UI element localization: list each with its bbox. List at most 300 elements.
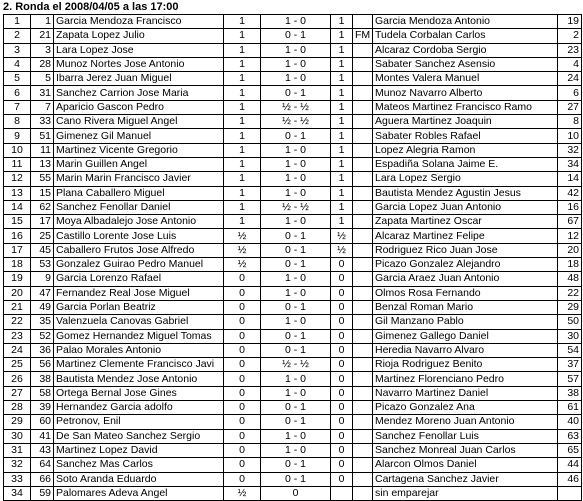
black-player-name: Garcia Mendoza Antonio: [373, 15, 558, 29]
black-title: [353, 143, 373, 157]
game-result: 0 - 1: [261, 329, 331, 343]
game-result: 0 - 1: [261, 458, 331, 472]
white-player-name: Gomez Hernandez Miguel Tomas: [54, 329, 224, 343]
white-player-name: Palomares Adeva Angel: [54, 486, 224, 500]
board-number: 28: [4, 401, 31, 415]
board-number: 14: [4, 200, 31, 214]
table-row: [4, 29, 582, 43]
white-points: ½: [224, 486, 261, 500]
board-number: 19: [4, 272, 31, 286]
table-row: [4, 286, 582, 300]
table-row: [4, 258, 582, 272]
board-number: 4: [4, 57, 31, 71]
black-points: 0: [331, 429, 353, 443]
white-points: 1: [224, 100, 261, 114]
table-row: [4, 72, 582, 86]
black-points: 1: [331, 57, 353, 71]
black-player-name: Sanchez Monreal Juan Carlos: [373, 443, 558, 457]
board-number: 26: [4, 372, 31, 386]
black-player-number: 2: [558, 29, 582, 43]
game-result: 0 - 1: [261, 300, 331, 314]
white-points: 0: [224, 372, 261, 386]
game-result: 0 - 1: [261, 258, 331, 272]
black-points: 0: [331, 258, 353, 272]
black-player-name: Lara Lopez Sergio: [373, 172, 558, 186]
white-points: ½: [224, 243, 261, 257]
black-player-name: Mateos Martinez Francisco Ramo: [373, 100, 558, 114]
round-heading: 2. Ronda el 2008/04/05 a las 17:00: [3, 1, 179, 13]
board-number: 31: [4, 443, 31, 457]
black-points: 0: [331, 472, 353, 486]
white-points: 1: [224, 115, 261, 129]
black-player-number: 34: [558, 157, 582, 171]
black-title: [353, 100, 373, 114]
white-player-name: Palao Morales Antonio: [54, 343, 224, 357]
table-row: [4, 43, 582, 57]
table-row: [4, 443, 582, 457]
white-points: 0: [224, 443, 261, 457]
pairings-table: [3, 14, 582, 501]
black-player-name: Gimenez Gallego Daniel: [373, 329, 558, 343]
white-player-number: 66: [31, 472, 54, 486]
board-number: 29: [4, 415, 31, 429]
white-player-name: Caballero Frutos Jose Alfredo: [54, 243, 224, 257]
black-title: [353, 458, 373, 472]
black-player-name: Alarcon Olmos Daniel: [373, 458, 558, 472]
white-player-number: 64: [31, 458, 54, 472]
black-points: 1: [331, 29, 353, 43]
black-title: [353, 215, 373, 229]
table-row: [4, 15, 582, 29]
white-points: 1: [224, 43, 261, 57]
black-points: 1: [331, 200, 353, 214]
white-player-name: Martinez Lopez David: [54, 443, 224, 457]
black-player-name: Munoz Navarro Alberto: [373, 86, 558, 100]
black-points: 0: [331, 443, 353, 457]
black-points: 1: [331, 143, 353, 157]
white-player-name: De San Mateo Sanchez Sergio: [54, 429, 224, 443]
white-player-number: 62: [31, 200, 54, 214]
white-player-number: 53: [31, 258, 54, 272]
board-number: 9: [4, 129, 31, 143]
white-player-number: 45: [31, 243, 54, 257]
black-player-number: 48: [558, 272, 582, 286]
black-player-number: 18: [558, 258, 582, 272]
black-title: [353, 272, 373, 286]
board-number: 24: [4, 343, 31, 357]
black-points: 0: [331, 458, 353, 472]
white-points: 0: [224, 415, 261, 429]
white-player-number: 47: [31, 286, 54, 300]
table-row: [4, 372, 582, 386]
white-points: 0: [224, 386, 261, 400]
table-row: [4, 415, 582, 429]
table-row: [4, 57, 582, 71]
board-number: 12: [4, 172, 31, 186]
black-player-name: Alcaraz Cordoba Sergio: [373, 43, 558, 57]
black-player-number: 27: [558, 100, 582, 114]
pairings-rows: [4, 15, 582, 501]
black-player-number: 22: [558, 286, 582, 300]
game-result: 0 - 1: [261, 343, 331, 357]
game-result: 1 - 0: [261, 315, 331, 329]
black-title: [353, 472, 373, 486]
board-number: 23: [4, 329, 31, 343]
black-points: 1: [331, 172, 353, 186]
white-points: 1: [224, 57, 261, 71]
black-player-name: Gil Manzano Pablo: [373, 315, 558, 329]
board-number: 1: [4, 15, 31, 29]
black-title: [353, 486, 373, 500]
black-player-number: 4: [558, 57, 582, 71]
white-player-number: 51: [31, 129, 54, 143]
game-result: 0 - 1: [261, 29, 331, 43]
board-number: 17: [4, 243, 31, 257]
black-title: [353, 429, 373, 443]
black-title: [353, 86, 373, 100]
board-number: 30: [4, 429, 31, 443]
black-player-number: 30: [558, 329, 582, 343]
white-player-number: 13: [31, 157, 54, 171]
black-title: [353, 157, 373, 171]
board-number: 11: [4, 157, 31, 171]
white-player-name: Munoz Nortes Jose Antonio: [54, 57, 224, 71]
black-player-number: 10: [558, 129, 582, 143]
black-player-number: 40: [558, 415, 582, 429]
game-result: 1 - 0: [261, 215, 331, 229]
black-title: [353, 72, 373, 86]
black-player-number: 50: [558, 315, 582, 329]
white-points: 0: [224, 358, 261, 372]
white-points: 1: [224, 157, 261, 171]
white-player-name: Marin Marin Francisco Javier: [54, 172, 224, 186]
board-number: 3: [4, 43, 31, 57]
black-player-name: Picazo Gonzalez Ana: [373, 401, 558, 415]
black-player-name: Aguera Martinez Joaquin: [373, 115, 558, 129]
black-title: [353, 172, 373, 186]
black-title: [353, 343, 373, 357]
table-row: [4, 200, 582, 214]
table-row: [4, 458, 582, 472]
white-player-number: 36: [31, 343, 54, 357]
table-row: [4, 157, 582, 171]
white-points: 0: [224, 286, 261, 300]
black-title: [353, 186, 373, 200]
black-points: 1: [331, 15, 353, 29]
game-result: 0: [261, 486, 331, 500]
white-points: 1: [224, 143, 261, 157]
table-row: [4, 315, 582, 329]
white-player-name: Sanchez Fenollar Daniel: [54, 200, 224, 214]
table-row: [4, 229, 582, 243]
black-player-number: 6: [558, 86, 582, 100]
black-title: [353, 286, 373, 300]
black-player-name: Benzal Roman Mario: [373, 300, 558, 314]
black-title: [353, 57, 373, 71]
black-points: ½: [331, 229, 353, 243]
board-number: 6: [4, 86, 31, 100]
table-row: [4, 472, 582, 486]
white-player-number: 39: [31, 401, 54, 415]
table-row: [4, 143, 582, 157]
white-points: 0: [224, 458, 261, 472]
black-player-name: Sabater Sanchez Asensio: [373, 57, 558, 71]
white-player-name: Castillo Lorente Jose Luis: [54, 229, 224, 243]
black-points: ½: [331, 243, 353, 257]
white-player-name: Hernandez Garcia adolfo: [54, 401, 224, 415]
board-number: 34: [4, 486, 31, 500]
black-player-number: 63: [558, 429, 582, 443]
game-result: ½ - ½: [261, 115, 331, 129]
white-player-name: Aparicio Gascon Pedro: [54, 100, 224, 114]
board-number: 27: [4, 386, 31, 400]
white-player-number: 38: [31, 372, 54, 386]
black-player-number: [558, 486, 582, 500]
game-result: ½ - ½: [261, 358, 331, 372]
white-player-name: Gimenez Gil Manuel: [54, 129, 224, 143]
white-player-name: Martinez Clemente Francisco Javi: [54, 358, 224, 372]
white-points: 1: [224, 15, 261, 29]
table-row: [4, 358, 582, 372]
black-player-number: 65: [558, 443, 582, 457]
table-row: [4, 486, 582, 500]
white-player-number: 49: [31, 300, 54, 314]
white-player-number: 31: [31, 86, 54, 100]
white-points: 1: [224, 29, 261, 43]
black-player-number: 57: [558, 372, 582, 386]
white-player-name: Ibarra Jerez Juan Miguel: [54, 72, 224, 86]
black-player-name: Montes Valera Manuel: [373, 72, 558, 86]
game-result: 0 - 1: [261, 86, 331, 100]
white-points: 0: [224, 429, 261, 443]
black-player-number: 14: [558, 172, 582, 186]
game-result: ½ - ½: [261, 100, 331, 114]
black-player-name: Zapata Martinez Oscar: [373, 215, 558, 229]
black-player-number: 44: [558, 458, 582, 472]
white-player-name: Cano Rivera Miguel Angel: [54, 115, 224, 129]
black-player-name: Garcia Lopez Juan Antonio: [373, 200, 558, 214]
black-player-number: 37: [558, 358, 582, 372]
table-row: [4, 86, 582, 100]
white-player-number: 58: [31, 386, 54, 400]
black-points: 0: [331, 343, 353, 357]
black-player-number: 42: [558, 186, 582, 200]
black-title: [353, 300, 373, 314]
board-number: 18: [4, 258, 31, 272]
black-player-name: Rodriguez Rico Juan Jose: [373, 243, 558, 257]
game-result: 0 - 1: [261, 401, 331, 415]
table-row: [4, 429, 582, 443]
black-title: [353, 443, 373, 457]
table-row: [4, 115, 582, 129]
white-points: ½: [224, 258, 261, 272]
game-result: 1 - 0: [261, 72, 331, 86]
white-player-number: 21: [31, 29, 54, 43]
white-player-number: 60: [31, 415, 54, 429]
black-player-number: 38: [558, 386, 582, 400]
white-points: 0: [224, 401, 261, 415]
game-result: 1 - 0: [261, 157, 331, 171]
board-number: 10: [4, 143, 31, 157]
black-points: 0: [331, 315, 353, 329]
black-player-name: Bautista Mendez Agustin Jesus: [373, 186, 558, 200]
black-points: 0: [331, 415, 353, 429]
black-points: 1: [331, 100, 353, 114]
table-row: [4, 401, 582, 415]
black-title: [353, 129, 373, 143]
black-player-name: Rioja Rodriguez Benito: [373, 358, 558, 372]
white-player-name: Garcia Lorenzo Rafael: [54, 272, 224, 286]
black-player-name: Picazo Gonzalez Alejandro: [373, 258, 558, 272]
white-player-name: Bautista Mendez Jose Antonio: [54, 372, 224, 386]
board-number: 25: [4, 358, 31, 372]
black-player-name: Garcia Araez Juan Antonio: [373, 272, 558, 286]
white-player-name: Plana Caballero Miguel: [54, 186, 224, 200]
white-player-number: 3: [31, 43, 54, 57]
game-result: 0 - 1: [261, 472, 331, 486]
black-player-number: 24: [558, 72, 582, 86]
black-points: 1: [331, 215, 353, 229]
white-player-number: 28: [31, 57, 54, 71]
black-player-name: Alcaraz Martinez Felipe: [373, 229, 558, 243]
white-player-name: Garcia Mendoza Francisco: [54, 15, 224, 29]
black-title: [353, 315, 373, 329]
game-result: 1 - 0: [261, 186, 331, 200]
black-player-number: 12: [558, 229, 582, 243]
white-points: 1: [224, 129, 261, 143]
black-points: 1: [331, 129, 353, 143]
black-title: [353, 258, 373, 272]
game-result: 1 - 0: [261, 372, 331, 386]
white-player-name: Lara Lopez Jose: [54, 43, 224, 57]
white-player-name: Sanchez Mas Carlos: [54, 458, 224, 472]
black-points: 0: [331, 401, 353, 415]
black-player-number: 32: [558, 143, 582, 157]
black-player-name: Lopez Alegria Ramon: [373, 143, 558, 157]
black-player-name: Espadiña Solana Jaime E.: [373, 157, 558, 171]
black-points: 0: [331, 386, 353, 400]
game-result: 1 - 0: [261, 15, 331, 29]
black-player-number: 20: [558, 243, 582, 257]
game-result: 1 - 0: [261, 286, 331, 300]
white-player-number: 56: [31, 358, 54, 372]
white-points: 0: [224, 329, 261, 343]
table-row: [4, 243, 582, 257]
board-number: 8: [4, 115, 31, 129]
black-points: 1: [331, 43, 353, 57]
table-row: [4, 300, 582, 314]
black-title: [353, 329, 373, 343]
black-player-number: 61: [558, 401, 582, 415]
white-points: 1: [224, 215, 261, 229]
table-row: [4, 329, 582, 343]
white-player-number: 5: [31, 72, 54, 86]
black-player-name: Sanchez Fenollar Luis: [373, 429, 558, 443]
black-player-name: Sabater Robles Rafael: [373, 129, 558, 143]
game-result: 0 - 1: [261, 415, 331, 429]
black-player-name: Tudela Corbalan Carlos: [373, 29, 558, 43]
black-player-name: Martinez Florenciano Pedro: [373, 372, 558, 386]
white-player-number: 11: [31, 143, 54, 157]
black-title: [353, 415, 373, 429]
black-points: 1: [331, 157, 353, 171]
white-points: 1: [224, 86, 261, 100]
white-points: 1: [224, 186, 261, 200]
white-player-name: Sanchez Carrion Jose Maria: [54, 86, 224, 100]
white-player-number: 41: [31, 429, 54, 443]
white-player-name: Valenzuela Canovas Gabriel: [54, 315, 224, 329]
white-points: 0: [224, 315, 261, 329]
white-player-name: Martinez Vicente Gregorio: [54, 143, 224, 157]
black-points: 1: [331, 115, 353, 129]
white-player-name: Marin Guillen Angel: [54, 157, 224, 171]
table-row: [4, 172, 582, 186]
black-points: 1: [331, 72, 353, 86]
black-player-number: 19: [558, 15, 582, 29]
white-player-name: Zapata Lopez Julio: [54, 29, 224, 43]
game-result: ½ - ½: [261, 200, 331, 214]
white-points: 0: [224, 472, 261, 486]
white-player-number: 15: [31, 186, 54, 200]
black-title: FM: [353, 29, 373, 43]
black-title: [353, 200, 373, 214]
white-player-number: 25: [31, 229, 54, 243]
black-points: 1: [331, 86, 353, 100]
white-points: 0: [224, 300, 261, 314]
game-result: 1 - 0: [261, 429, 331, 443]
table-row: [4, 272, 582, 286]
board-number: 7: [4, 100, 31, 114]
white-player-name: Petronov, Enil: [54, 415, 224, 429]
black-title: [353, 115, 373, 129]
black-title: [353, 372, 373, 386]
white-points: 0: [224, 272, 261, 286]
white-player-name: Garcia Porlan Beatriz: [54, 300, 224, 314]
white-player-number: 59: [31, 486, 54, 500]
white-player-number: 43: [31, 443, 54, 457]
board-number: 13: [4, 186, 31, 200]
table-row: [4, 186, 582, 200]
board-number: 2: [4, 29, 31, 43]
black-player-name: Navarro Martinez Daniel: [373, 386, 558, 400]
board-number: 16: [4, 229, 31, 243]
black-points: 0: [331, 300, 353, 314]
black-title: [353, 43, 373, 57]
white-player-number: 52: [31, 329, 54, 343]
board-number: 15: [4, 215, 31, 229]
black-player-name: Mendez Moreno Juan Antonio: [373, 415, 558, 429]
black-player-number: 67: [558, 215, 582, 229]
black-points: 0: [331, 358, 353, 372]
white-points: 0: [224, 343, 261, 357]
black-player-number: 8: [558, 115, 582, 129]
white-player-name: Ortega Bernal Jose Gines: [54, 386, 224, 400]
white-player-number: 33: [31, 115, 54, 129]
black-points: 0: [331, 272, 353, 286]
white-points: ½: [224, 229, 261, 243]
black-player-number: 46: [558, 472, 582, 486]
white-points: 1: [224, 72, 261, 86]
black-title: [353, 15, 373, 29]
white-player-name: Gonzalez Guirao Pedro Manuel: [54, 258, 224, 272]
black-player-number: 29: [558, 300, 582, 314]
game-result: 0 - 1: [261, 129, 331, 143]
table-row: [4, 129, 582, 143]
table-row: [4, 215, 582, 229]
black-player-number: 16: [558, 200, 582, 214]
black-player-number: 54: [558, 343, 582, 357]
black-player-name: sin emparejar: [373, 486, 558, 500]
